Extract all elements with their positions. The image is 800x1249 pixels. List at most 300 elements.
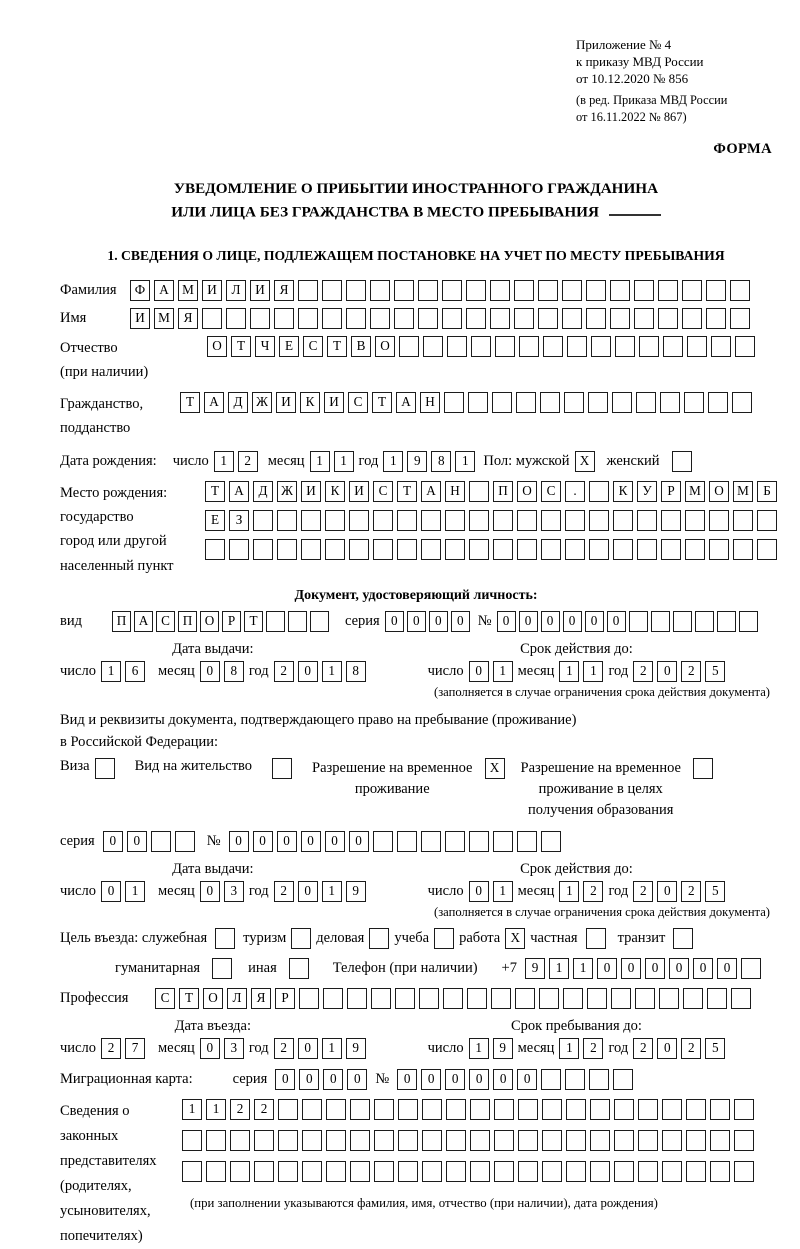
birth-place-row1-cells-22[interactable]: О xyxy=(709,481,729,502)
id-issue-year-cells-4[interactable]: 8 xyxy=(346,661,366,682)
patronymic-cells-8[interactable]: О xyxy=(375,336,395,357)
birth-month-cells-2[interactable]: 1 xyxy=(334,451,354,472)
given-name-cells-22[interactable] xyxy=(634,308,654,329)
patronymic-cells-13[interactable] xyxy=(495,336,515,357)
reps-row3-cells-12[interactable] xyxy=(446,1161,466,1182)
phone-cells-2[interactable]: 1 xyxy=(549,958,569,979)
profession-cells-18[interactable] xyxy=(563,988,583,1009)
reps-row1-cells-2[interactable]: 1 xyxy=(206,1099,226,1120)
surname-cells-14[interactable] xyxy=(442,280,462,301)
reps-row3-cells-24[interactable] xyxy=(734,1161,754,1182)
id-doc-number-cells-3[interactable]: 0 xyxy=(541,611,560,632)
birth-place-row3-cells-10[interactable] xyxy=(421,539,441,560)
citizenship-cells-24[interactable] xyxy=(732,392,752,413)
reps-row2-cells-8[interactable] xyxy=(350,1130,370,1151)
surname-cells-7[interactable]: Я xyxy=(274,280,294,301)
reps-row2-cells-15[interactable] xyxy=(518,1130,538,1151)
birth-place-row3-cells-14[interactable] xyxy=(517,539,537,560)
res-number-cells-11[interactable] xyxy=(469,831,489,852)
citizenship-cells-5[interactable]: И xyxy=(276,392,296,413)
surname-cells-26[interactable] xyxy=(730,280,750,301)
profession-cells-8[interactable] xyxy=(323,988,343,1009)
birth-place-row2-cells-7[interactable] xyxy=(349,510,369,531)
profession-cells-16[interactable] xyxy=(515,988,535,1009)
patronymic-cells-18[interactable] xyxy=(615,336,635,357)
id-valid-year-cells-4[interactable]: 5 xyxy=(705,661,725,682)
reps-row1-cells-13[interactable] xyxy=(470,1099,490,1120)
surname-cells-6[interactable]: И xyxy=(250,280,270,301)
mig-series-cells-2[interactable]: 0 xyxy=(299,1069,319,1090)
reps-row1-cells-22[interactable] xyxy=(686,1099,706,1120)
reps-row1-cells-18[interactable] xyxy=(590,1099,610,1120)
id-doc-kind-cells-3[interactable]: С xyxy=(156,611,175,632)
id-doc-kind-cells-7[interactable]: Т xyxy=(244,611,263,632)
reps-row2-cells-4[interactable] xyxy=(254,1130,274,1151)
reps-row1-cells-15[interactable] xyxy=(518,1099,538,1120)
id-doc-number-cells-1[interactable]: 0 xyxy=(497,611,516,632)
entry-day-cells-1[interactable]: 2 xyxy=(101,1038,121,1059)
reps-row2-cells-2[interactable] xyxy=(206,1130,226,1151)
reps-row2-cells-21[interactable] xyxy=(662,1130,682,1151)
citizenship-cells-15[interactable] xyxy=(516,392,536,413)
purpose-other-checkbox-1[interactable] xyxy=(289,958,309,979)
citizenship-cells-12[interactable] xyxy=(444,392,464,413)
temp-residence-edu-checkbox-1[interactable] xyxy=(693,758,713,779)
stay-year-cells-2[interactable]: 0 xyxy=(657,1038,677,1059)
res-series-cells-3[interactable] xyxy=(151,831,171,852)
res-series-cells-1[interactable]: 0 xyxy=(103,831,123,852)
birth-place-row3-cells-11[interactable] xyxy=(445,539,465,560)
profession-cells-14[interactable] xyxy=(467,988,487,1009)
surname-cells-11[interactable] xyxy=(370,280,390,301)
birth-place-row2-cells-3[interactable] xyxy=(253,510,273,531)
id-issue-month-cells-1[interactable]: 0 xyxy=(200,661,220,682)
res-issue-year-cells-2[interactable]: 0 xyxy=(298,881,318,902)
reps-row3-cells-14[interactable] xyxy=(494,1161,514,1182)
birth-place-row1-cells-12[interactable] xyxy=(469,481,489,502)
res-series-cells-4[interactable] xyxy=(175,831,195,852)
birth-place-row2-cells-18[interactable] xyxy=(613,510,633,531)
birth-place-row1-cells-18[interactable]: К xyxy=(613,481,633,502)
birth-place-row2-cells-11[interactable] xyxy=(445,510,465,531)
reps-row2-cells-1[interactable] xyxy=(182,1130,202,1151)
citizenship-cells-21[interactable] xyxy=(660,392,680,413)
id-doc-number-cells-10[interactable] xyxy=(695,611,714,632)
birth-year-cells-1[interactable]: 1 xyxy=(383,451,403,472)
birth-place-row3-cells-16[interactable] xyxy=(565,539,585,560)
reps-row1-cells-19[interactable] xyxy=(614,1099,634,1120)
patronymic-cells-1[interactable]: О xyxy=(207,336,227,357)
stay-month-cells-1[interactable]: 1 xyxy=(559,1038,579,1059)
res-valid-year-cells-2[interactable]: 0 xyxy=(657,881,677,902)
citizenship-cells-4[interactable]: Ж xyxy=(252,392,272,413)
birth-place-row1-cells-23[interactable]: М xyxy=(733,481,753,502)
res-valid-day-cells-1[interactable]: 0 xyxy=(469,881,489,902)
birth-year-cells-4[interactable]: 1 xyxy=(455,451,475,472)
reps-row3-cells-4[interactable] xyxy=(254,1161,274,1182)
phone-cells-8[interactable]: 0 xyxy=(693,958,713,979)
purpose-private-checkbox-1[interactable] xyxy=(586,928,606,949)
id-doc-series-cells-4[interactable]: 0 xyxy=(451,611,470,632)
phone-cells-10[interactable] xyxy=(741,958,761,979)
reps-row1-cells-14[interactable] xyxy=(494,1099,514,1120)
patronymic-cells-19[interactable] xyxy=(639,336,659,357)
reps-row3-cells-10[interactable] xyxy=(398,1161,418,1182)
patronymic-cells-9[interactable] xyxy=(399,336,419,357)
given-name-cells-23[interactable] xyxy=(658,308,678,329)
reps-row3-cells-22[interactable] xyxy=(686,1161,706,1182)
given-name-cells-21[interactable] xyxy=(610,308,630,329)
surname-cells-16[interactable] xyxy=(490,280,510,301)
surname-cells-17[interactable] xyxy=(514,280,534,301)
reps-row3-cells-8[interactable] xyxy=(350,1161,370,1182)
profession-cells-24[interactable] xyxy=(707,988,727,1009)
birth-place-row3-cells-21[interactable] xyxy=(685,539,705,560)
patronymic-cells-3[interactable]: Ч xyxy=(255,336,275,357)
stay-year-cells-4[interactable]: 5 xyxy=(705,1038,725,1059)
res-number-cells-6[interactable]: 0 xyxy=(349,831,369,852)
birth-place-row1-cells-10[interactable]: А xyxy=(421,481,441,502)
sex-female-checkbox-1[interactable] xyxy=(672,451,692,472)
reps-row3-cells-2[interactable] xyxy=(206,1161,226,1182)
birth-place-row1-cells-16[interactable]: . xyxy=(565,481,585,502)
birth-place-row3-cells-3[interactable] xyxy=(253,539,273,560)
reps-row3-cells-19[interactable] xyxy=(614,1161,634,1182)
birth-place-row1-cells-11[interactable]: Н xyxy=(445,481,465,502)
profession-cells-5[interactable]: Я xyxy=(251,988,271,1009)
reps-row2-cells-13[interactable] xyxy=(470,1130,490,1151)
reps-row1-cells-5[interactable] xyxy=(278,1099,298,1120)
id-doc-kind-cells-8[interactable] xyxy=(266,611,285,632)
profession-cells-17[interactable] xyxy=(539,988,559,1009)
birth-place-row3-cells-9[interactable] xyxy=(397,539,417,560)
res-number-cells-1[interactable]: 0 xyxy=(229,831,249,852)
id-valid-day-cells-2[interactable]: 1 xyxy=(493,661,513,682)
profession-cells-12[interactable] xyxy=(419,988,439,1009)
mig-number-cells-6[interactable]: 0 xyxy=(517,1069,537,1090)
reps-row2-cells-19[interactable] xyxy=(614,1130,634,1151)
phone-cells-3[interactable]: 1 xyxy=(573,958,593,979)
id-doc-kind-cells-6[interactable]: Р xyxy=(222,611,241,632)
reps-row1-cells-16[interactable] xyxy=(542,1099,562,1120)
birth-place-row1-cells-3[interactable]: Д xyxy=(253,481,273,502)
patronymic-cells-2[interactable]: Т xyxy=(231,336,251,357)
reps-row1-cells-3[interactable]: 2 xyxy=(230,1099,250,1120)
purpose-tourism-checkbox-1[interactable] xyxy=(291,928,311,949)
profession-cells-6[interactable]: Р xyxy=(275,988,295,1009)
citizenship-cells-9[interactable]: Т xyxy=(372,392,392,413)
birth-place-row2-cells-4[interactable] xyxy=(277,510,297,531)
res-number-cells-12[interactable] xyxy=(493,831,513,852)
birth-place-row2-cells-6[interactable] xyxy=(325,510,345,531)
purpose-transit-checkbox-1[interactable] xyxy=(673,928,693,949)
birth-place-row1-cells-13[interactable]: П xyxy=(493,481,513,502)
id-doc-kind-cells-2[interactable]: А xyxy=(134,611,153,632)
birth-place-row3-cells-15[interactable] xyxy=(541,539,561,560)
reps-row3-cells-21[interactable] xyxy=(662,1161,682,1182)
mig-number-cells-10[interactable] xyxy=(613,1069,633,1090)
reps-row1-cells-8[interactable] xyxy=(350,1099,370,1120)
surname-cells-19[interactable] xyxy=(562,280,582,301)
purpose-business-checkbox-1[interactable] xyxy=(369,928,389,949)
id-valid-month-cells-1[interactable]: 1 xyxy=(559,661,579,682)
reps-row3-cells-5[interactable] xyxy=(278,1161,298,1182)
birth-place-row1-cells-20[interactable]: Р xyxy=(661,481,681,502)
reps-row1-cells-4[interactable]: 2 xyxy=(254,1099,274,1120)
reps-row1-cells-12[interactable] xyxy=(446,1099,466,1120)
mig-series-cells-3[interactable]: 0 xyxy=(323,1069,343,1090)
birth-place-row2-cells-23[interactable] xyxy=(733,510,753,531)
patronymic-cells-20[interactable] xyxy=(663,336,683,357)
id-valid-year-cells-3[interactable]: 2 xyxy=(681,661,701,682)
stay-year-cells-3[interactable]: 2 xyxy=(681,1038,701,1059)
id-doc-kind-cells-4[interactable]: П xyxy=(178,611,197,632)
reps-row3-cells-23[interactable] xyxy=(710,1161,730,1182)
birth-place-row3-cells-7[interactable] xyxy=(349,539,369,560)
res-issue-day-cells-2[interactable]: 1 xyxy=(125,881,145,902)
birth-place-row1-cells-19[interactable]: У xyxy=(637,481,657,502)
mig-number-cells-1[interactable]: 0 xyxy=(397,1069,417,1090)
res-issue-day-cells-1[interactable]: 0 xyxy=(101,881,121,902)
reps-row3-cells-11[interactable] xyxy=(422,1161,442,1182)
id-issue-day-cells-2[interactable]: 6 xyxy=(125,661,145,682)
entry-year-cells-1[interactable]: 2 xyxy=(274,1038,294,1059)
birth-place-row2-cells-2[interactable]: З xyxy=(229,510,249,531)
res-valid-month-cells-2[interactable]: 2 xyxy=(583,881,603,902)
reps-row1-cells-23[interactable] xyxy=(710,1099,730,1120)
surname-cells-3[interactable]: М xyxy=(178,280,198,301)
surname-cells-2[interactable]: А xyxy=(154,280,174,301)
phone-cells-1[interactable]: 9 xyxy=(525,958,545,979)
birth-place-row1-cells-15[interactable]: С xyxy=(541,481,561,502)
reps-row2-cells-11[interactable] xyxy=(422,1130,442,1151)
phone-cells-6[interactable]: 0 xyxy=(645,958,665,979)
id-issue-day-cells-1[interactable]: 1 xyxy=(101,661,121,682)
res-series-cells-2[interactable]: 0 xyxy=(127,831,147,852)
birth-place-row3-cells-2[interactable] xyxy=(229,539,249,560)
id-doc-number-cells-9[interactable] xyxy=(673,611,692,632)
mig-number-cells-2[interactable]: 0 xyxy=(421,1069,441,1090)
res-number-cells-8[interactable] xyxy=(397,831,417,852)
reps-row3-cells-15[interactable] xyxy=(518,1161,538,1182)
surname-cells-20[interactable] xyxy=(586,280,606,301)
given-name-cells-6[interactable] xyxy=(250,308,270,329)
phone-cells-5[interactable]: 0 xyxy=(621,958,641,979)
reps-row2-cells-18[interactable] xyxy=(590,1130,610,1151)
reps-row3-cells-18[interactable] xyxy=(590,1161,610,1182)
sex-male-checkbox-1[interactable]: X xyxy=(575,451,595,472)
citizenship-cells-13[interactable] xyxy=(468,392,488,413)
entry-year-cells-3[interactable]: 1 xyxy=(322,1038,342,1059)
birth-place-row2-cells-20[interactable] xyxy=(661,510,681,531)
birth-place-row2-cells-9[interactable] xyxy=(397,510,417,531)
birth-place-row1-cells-5[interactable]: И xyxy=(301,481,321,502)
stay-month-cells-2[interactable]: 2 xyxy=(583,1038,603,1059)
patronymic-cells-10[interactable] xyxy=(423,336,443,357)
mig-number-cells-9[interactable] xyxy=(589,1069,609,1090)
given-name-cells-25[interactable] xyxy=(706,308,726,329)
birth-place-row2-cells-19[interactable] xyxy=(637,510,657,531)
given-name-cells-1[interactable]: И xyxy=(130,308,150,329)
surname-cells-12[interactable] xyxy=(394,280,414,301)
citizenship-cells-7[interactable]: И xyxy=(324,392,344,413)
id-issue-year-cells-2[interactable]: 0 xyxy=(298,661,318,682)
citizenship-cells-8[interactable]: С xyxy=(348,392,368,413)
reps-row3-cells-6[interactable] xyxy=(302,1161,322,1182)
birth-place-row1-cells-1[interactable]: Т xyxy=(205,481,225,502)
stay-year-cells-1[interactable]: 2 xyxy=(633,1038,653,1059)
reps-row1-cells-1[interactable]: 1 xyxy=(182,1099,202,1120)
given-name-cells-16[interactable] xyxy=(490,308,510,329)
birth-place-row2-cells-14[interactable] xyxy=(517,510,537,531)
id-doc-number-cells-5[interactable]: 0 xyxy=(585,611,604,632)
surname-cells-10[interactable] xyxy=(346,280,366,301)
patronymic-cells-15[interactable] xyxy=(543,336,563,357)
residence-permit-checkbox-1[interactable] xyxy=(272,758,292,779)
given-name-cells-12[interactable] xyxy=(394,308,414,329)
birth-place-row2-cells-24[interactable] xyxy=(757,510,777,531)
reps-row1-cells-17[interactable] xyxy=(566,1099,586,1120)
patronymic-cells-21[interactable] xyxy=(687,336,707,357)
citizenship-cells-6[interactable]: К xyxy=(300,392,320,413)
birth-place-row3-cells-18[interactable] xyxy=(613,539,633,560)
surname-cells-23[interactable] xyxy=(658,280,678,301)
reps-row3-cells-3[interactable] xyxy=(230,1161,250,1182)
birth-place-row2-cells-15[interactable] xyxy=(541,510,561,531)
birth-month-cells-1[interactable]: 1 xyxy=(310,451,330,472)
res-valid-month-cells-1[interactable]: 1 xyxy=(559,881,579,902)
citizenship-cells-11[interactable]: Н xyxy=(420,392,440,413)
id-doc-number-cells-2[interactable]: 0 xyxy=(519,611,538,632)
id-doc-kind-cells-10[interactable] xyxy=(310,611,329,632)
id-doc-number-cells-12[interactable] xyxy=(739,611,758,632)
res-number-cells-13[interactable] xyxy=(517,831,537,852)
res-number-cells-2[interactable]: 0 xyxy=(253,831,273,852)
patronymic-cells-12[interactable] xyxy=(471,336,491,357)
profession-cells-15[interactable] xyxy=(491,988,511,1009)
given-name-cells-20[interactable] xyxy=(586,308,606,329)
birth-year-cells-2[interactable]: 9 xyxy=(407,451,427,472)
reps-row2-cells-22[interactable] xyxy=(686,1130,706,1151)
profession-cells-1[interactable]: С xyxy=(155,988,175,1009)
birth-place-row3-cells-22[interactable] xyxy=(709,539,729,560)
reps-row3-cells-9[interactable] xyxy=(374,1161,394,1182)
reps-row1-cells-20[interactable] xyxy=(638,1099,658,1120)
birth-day-cells-1[interactable]: 1 xyxy=(214,451,234,472)
mig-number-cells-3[interactable]: 0 xyxy=(445,1069,465,1090)
patronymic-cells-14[interactable] xyxy=(519,336,539,357)
birth-place-row1-cells-14[interactable]: О xyxy=(517,481,537,502)
res-number-cells-9[interactable] xyxy=(421,831,441,852)
mig-number-cells-5[interactable]: 0 xyxy=(493,1069,513,1090)
phone-cells-4[interactable]: 0 xyxy=(597,958,617,979)
surname-cells-25[interactable] xyxy=(706,280,726,301)
birth-place-row2-cells-16[interactable] xyxy=(565,510,585,531)
purpose-humanitarian-checkbox-1[interactable] xyxy=(212,958,232,979)
birth-place-row1-cells-8[interactable]: С xyxy=(373,481,393,502)
patronymic-cells-6[interactable]: Т xyxy=(327,336,347,357)
reps-row2-cells-17[interactable] xyxy=(566,1130,586,1151)
reps-row2-cells-6[interactable] xyxy=(302,1130,322,1151)
mig-number-cells-7[interactable] xyxy=(541,1069,561,1090)
res-number-cells-5[interactable]: 0 xyxy=(325,831,345,852)
given-name-cells-13[interactable] xyxy=(418,308,438,329)
mig-series-cells-1[interactable]: 0 xyxy=(275,1069,295,1090)
birth-place-row2-cells-10[interactable] xyxy=(421,510,441,531)
birth-place-row1-cells-2[interactable]: А xyxy=(229,481,249,502)
given-name-cells-19[interactable] xyxy=(562,308,582,329)
profession-cells-2[interactable]: Т xyxy=(179,988,199,1009)
id-doc-number-cells-11[interactable] xyxy=(717,611,736,632)
reps-row3-cells-16[interactable] xyxy=(542,1161,562,1182)
mig-number-cells-4[interactable]: 0 xyxy=(469,1069,489,1090)
id-doc-number-cells-7[interactable] xyxy=(629,611,648,632)
res-valid-year-cells-4[interactable]: 5 xyxy=(705,881,725,902)
patronymic-cells-17[interactable] xyxy=(591,336,611,357)
birth-place-row3-cells-20[interactable] xyxy=(661,539,681,560)
profession-cells-19[interactable] xyxy=(587,988,607,1009)
phone-cells-7[interactable]: 0 xyxy=(669,958,689,979)
entry-month-cells-2[interactable]: 3 xyxy=(224,1038,244,1059)
citizenship-cells-1[interactable]: Т xyxy=(180,392,200,413)
birth-place-row1-cells-21[interactable]: М xyxy=(685,481,705,502)
entry-year-cells-2[interactable]: 0 xyxy=(298,1038,318,1059)
citizenship-cells-19[interactable] xyxy=(612,392,632,413)
reps-row2-cells-9[interactable] xyxy=(374,1130,394,1151)
reps-row1-cells-7[interactable] xyxy=(326,1099,346,1120)
res-number-cells-4[interactable]: 0 xyxy=(301,831,321,852)
surname-cells-15[interactable] xyxy=(466,280,486,301)
birth-place-row2-cells-13[interactable] xyxy=(493,510,513,531)
birth-place-row1-cells-17[interactable] xyxy=(589,481,609,502)
birth-place-row3-cells-24[interactable] xyxy=(757,539,777,560)
birth-place-row1-cells-9[interactable]: Т xyxy=(397,481,417,502)
id-doc-number-cells-6[interactable]: 0 xyxy=(607,611,626,632)
profession-cells-22[interactable] xyxy=(659,988,679,1009)
citizenship-cells-22[interactable] xyxy=(684,392,704,413)
mig-number-cells-8[interactable] xyxy=(565,1069,585,1090)
birth-place-row2-cells-5[interactable] xyxy=(301,510,321,531)
patronymic-cells-5[interactable]: С xyxy=(303,336,323,357)
birth-year-cells-3[interactable]: 8 xyxy=(431,451,451,472)
birth-place-row3-cells-6[interactable] xyxy=(325,539,345,560)
surname-cells-24[interactable] xyxy=(682,280,702,301)
reps-row1-cells-6[interactable] xyxy=(302,1099,322,1120)
profession-cells-10[interactable] xyxy=(371,988,391,1009)
profession-cells-21[interactable] xyxy=(635,988,655,1009)
given-name-cells-24[interactable] xyxy=(682,308,702,329)
visa-checkbox-1[interactable] xyxy=(95,758,115,779)
reps-row1-cells-11[interactable] xyxy=(422,1099,442,1120)
phone-cells-9[interactable]: 0 xyxy=(717,958,737,979)
profession-cells-11[interactable] xyxy=(395,988,415,1009)
given-name-cells-26[interactable] xyxy=(730,308,750,329)
reps-row1-cells-9[interactable] xyxy=(374,1099,394,1120)
res-valid-year-cells-1[interactable]: 2 xyxy=(633,881,653,902)
birth-place-row2-cells-12[interactable] xyxy=(469,510,489,531)
reps-row2-cells-12[interactable] xyxy=(446,1130,466,1151)
id-valid-year-cells-1[interactable]: 2 xyxy=(633,661,653,682)
stay-day-cells-1[interactable]: 1 xyxy=(469,1038,489,1059)
reps-row3-cells-7[interactable] xyxy=(326,1161,346,1182)
reps-row2-cells-14[interactable] xyxy=(494,1130,514,1151)
surname-cells-5[interactable]: Л xyxy=(226,280,246,301)
id-valid-day-cells-1[interactable]: 0 xyxy=(469,661,489,682)
citizenship-cells-3[interactable]: Д xyxy=(228,392,248,413)
given-name-cells-9[interactable] xyxy=(322,308,342,329)
mig-series-cells-4[interactable]: 0 xyxy=(347,1069,367,1090)
profession-cells-7[interactable] xyxy=(299,988,319,1009)
